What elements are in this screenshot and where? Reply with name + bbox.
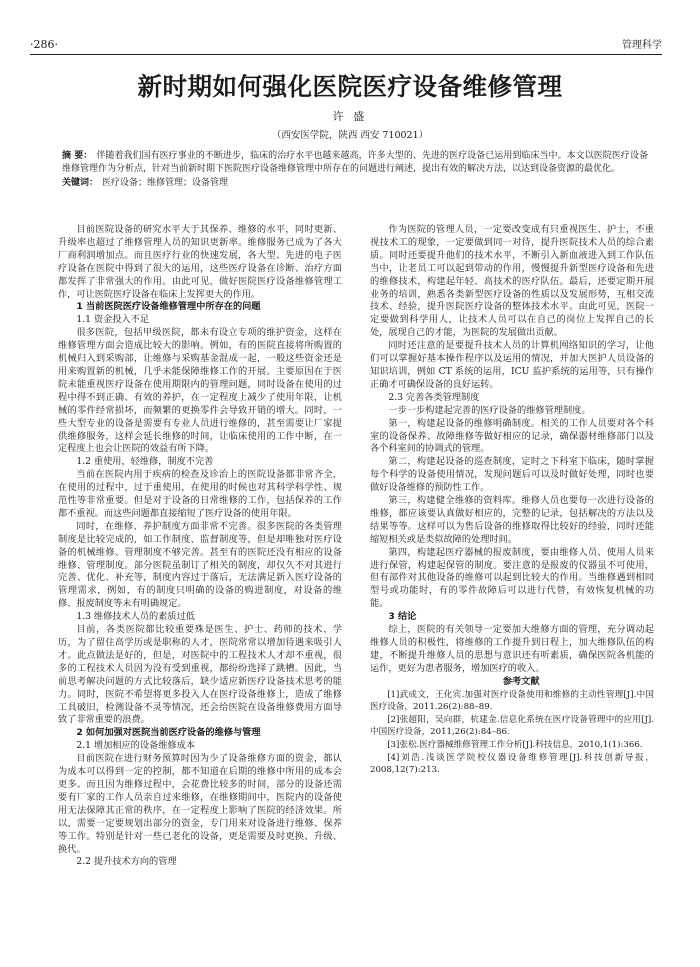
section-heading: 3 结论 [388, 611, 417, 623]
abstract [58, 150, 648, 190]
left-column [58, 224, 342, 869]
subsection-heading: 1.1 资金投入不足 [76, 314, 150, 326]
keywords-label: 关键词： [62, 178, 99, 188]
paragraph: 第二，构建起设备的巡查制度，定时之下科室下临床，随时掌握每个科学的设备使用情况，发现问题后可以及时做好处理，同时也要做好设备维修的预防性工作。 [370, 456, 654, 494]
reference-item: [2]张超阳，吴向群，杭建金.信息化系统在医疗设备管理中的应用[J].中国医疗设备，2011,26(2):84–86. [370, 714, 654, 738]
keywords-text: 医疗设备；维修管理；设备管理 [102, 178, 229, 188]
paragraph: 第三，构建健全维修的资料库。维修人员也要每一次进行设备的维修，都应该要认真做好相应的，完整的记录，包括解决的方法以及结果等等。这样可以为售后设备的维修取得比较好的经验，同时还能缩短相关或是类似故障的处理时间。 [370, 495, 654, 545]
abstract-label: 摘 要： [62, 151, 93, 161]
paragraph: 第四，构建起医疗器械的报废制度，要由维修人员、使用人员来进行保管，构建起保管的制度。要注意的是报废的仪器虽不可使用，但有部件对其他设备的维修可以起到比较大的作用。当维修遇到相同型号或功能时，有的零件故障后可以进行代替，有效恢复机械的功能。 [370, 546, 654, 610]
subsection-heading: 1.2 重使用，轻维修，制度不完善 [76, 456, 214, 468]
subsection-heading: 2.1 增加相应的设备维修成本 [76, 740, 195, 752]
author: 许 盛 [332, 110, 368, 123]
running-header [30, 36, 662, 55]
reference-item: [1]武成文，王化宾.加强对医疗设备使用和维修的主动性管理[J].中国医疗设备，2011.26(2):88–89. [370, 689, 654, 713]
subsection-heading: 2.3 完善各类管理制度 [388, 391, 480, 403]
paragraph: 目前医院在进行财务预算时因为少了设备维修方面的资金，都认为成本可以得到一定的控制，都不知道在后期的维修中所用的成本会更多。而且因为维修过程中，会花费比较多的时间，部分的设备还需要有厂家的工作人员亲自过来维修，在维修期间中，医院内的设备使用无法保障其正常的秩序，在一定程度上影响了医院的经济效果。所以，需要一定要规划出部分的资金，专门用来对设备进行维修、保养等工作。特别是针对一些已老化的设备，更是需要及时更换、升级、换代。 [58, 753, 342, 855]
right-column [370, 224, 654, 777]
paragraph: 作为医院的管理人员，一定要改变成有只重视医生、护士，不重视技术工的现象，一定要做到同一对待，提升医院技术人员的综合素质。同时还要提升他们的技术水平，不断引入新血液进入到工作队伍当中，让老员工可以起到带动的作用，慢慢提升新型医疗设备和先进的维修技术，构建起年轻、高技术的医疗队伍。最后，还要定期开展业务的培训，熟悉各类新型医疗设备的性质以及发展形势，互相交流技术、经验，提升医院医疗设备的整体技术水平。由此可见，医院一定要做到科学用人，让技术人员可以在自己的岗位上发挥自己的长处，展现自己的才能，为医院的发展做出贡献。 [370, 224, 654, 339]
references-heading: 参考文献 [502, 675, 540, 687]
paragraph: 同时还注意的是要提升技术人员的计算机网络知识的学习，让他们可以掌握好基本操作程序以及运用的情况，并加大医护人员设备的知识培训，例如 CT 系统的运用，ICU 监护系统的运用等，只有操作正确才可确保设备的良好运转。 [370, 340, 654, 390]
paragraph: 当前在医院内用于疾病的检查及诊治上的医院设备都非常齐全，在使用的过程中，过于重使用，在使用的时候也对其科学科学性、规范性等非常重要。但是对于设备的日常维修的工作，包括保养的工作都不重视。而这些问题都直接缩短了医疗设备的使用年限。 [58, 469, 342, 519]
subsection-heading: 1.3 维修技术人员的素质过低 [76, 611, 195, 623]
subsection-heading: 2.2 提升技术方向的管理 [76, 856, 177, 868]
abstract-text: 伴随着我们国有医疗事业的不断进步，临床的治疗水平也越来越高，许多大型的、先进的医疗设备已运用到临床当中。本文以医院医疗设备维修管理作为分析点，针对当前新时期下医院医疗设备维修管理中所存在的问题进行阐述，提出有效的解决方法，以达到设备资源的最优化。 [62, 151, 648, 174]
article-title: 新时期如何强化医院医疗设备维修管理 [137, 72, 563, 101]
paragraph: 目前，各类医院都比较重要殊是医生、护士、药师的技术、学历，为了留住高学历或是职称的人才，医院常常以增加待遇来吸引人才。此点做法是好的，但是，对医院中的工程技术人才却不重视，很多的工程技术人员因为没有受到重视，都纷纷选择了跳槽。因此，当前思考解决问题的方式比较落后，缺少适应新医疗设备技术思考的能力。同时，医院不希望将更多投入人在医疗设备维修上，造成了维修工具破旧，检测设备不灵等情况，还会给医院在设备维修费用方面导致了非常重要的浪费。 [58, 624, 342, 726]
abstract-paragraph [58, 150, 648, 176]
section-heading: 1 当前医院医疗设备维修管理中所存在的问题 [76, 301, 261, 313]
section-heading: 2 如何加强对医院当前医疗设备的维修与管理 [76, 727, 261, 739]
affiliation: （西安医学院，陕西 西安 710021） [271, 130, 429, 141]
paragraph: 同时，在维修、养护制度方面非常不完善。很多医院的各类管理制度是比较完成的，如工作制度、监督制度等，但是却唯独对医疗设备的机械维修、管理制度不够完善。甚至有的医院还没有相应的设备维修、管理制度。部分医院虽制订了相关的制度，却仅久不对其进行完善、优化、补充等，制度内容过于落后，无法满足新入医疗设备的管理需求，例如，有的制度只明确的设备的购进制度，对设备的维修、报废制度等未有明确规定。 [58, 520, 342, 610]
keywords [58, 177, 648, 190]
body-columns [58, 224, 654, 944]
paragraph: 目前医院设备的研究水平大于其保养、维修的水平，同时更新、升级率也超过了维修管理人员的知识更新率。维修服务已成为了各大厂商利润增加点。而且医疗行业的快速发展，各大型、先进的电子医疗设备在医院中得到了很大的运用，这些医疗设备在诊断、治疗方面都发挥了非常强大的作用。由此可见，做好医院医疗设备维修管理工作，可让医院医疗设备在临床上发挥更大的作用。 [58, 224, 342, 300]
paragraph: 一步一步构建起完善的医疗设备的维修管理制度。 [388, 404, 591, 416]
reference-item: [4]刘浩.浅谈医学院校仪器设备维修管理[J].科技创新导报，2008,12(7):213. [370, 752, 654, 776]
journal-name: 管理科学 [622, 40, 662, 51]
paragraph: 很多医院，包括甲级医院，都未有设立专项的维护资金，这样在维修管理方面会造成比较大的影响。例如，有的医院直接将所购置的机械归入到采购部，让维修与采购基金混成一起，一般这些资金还是用来购置新的机械，几乎未能保障维修工作的开展。主要原因在于医院未能重视医疗设备在使用期限内的管理问题，同时设备在使用的过程中得不到正确、有效的养护，在一定程度上减少了使用年限，让机械的零件经常损坏，而频繁的更换零件会导致开销的增大。同时，一些大型专业的设备是需要有专业人员进行维修的，甚至需要让厂家提供维修服务，这样会延长维修的时间，让临床使用的工作中断，在一定程度上也会让医院的效益有所下降。 [58, 327, 342, 455]
page-number: ·286· [30, 38, 58, 51]
paragraph: 第一，构建起设备的维修明确制度。相关的工作人员要对各个科室的设备保养、故障维修等做好相应的记录，确保器材维修部门以及各个科室间的协调式的管理。 [370, 417, 654, 455]
paragraph: 综上，医院的有关领导一定要加大维修方面的管理，充分调动起维修人员的积极性，将维修的工作提升到日程上，加大维修队伍的构建，不断提升维修人员的思想与意识还有听素质，确保医院各机能的运作，更好为患者服务，增加医疗的收入。 [370, 624, 654, 674]
reference-item: [3]张松.医疗器械维修管理工作分析[J].科技信息，2010,1(1):366. [387, 740, 643, 750]
